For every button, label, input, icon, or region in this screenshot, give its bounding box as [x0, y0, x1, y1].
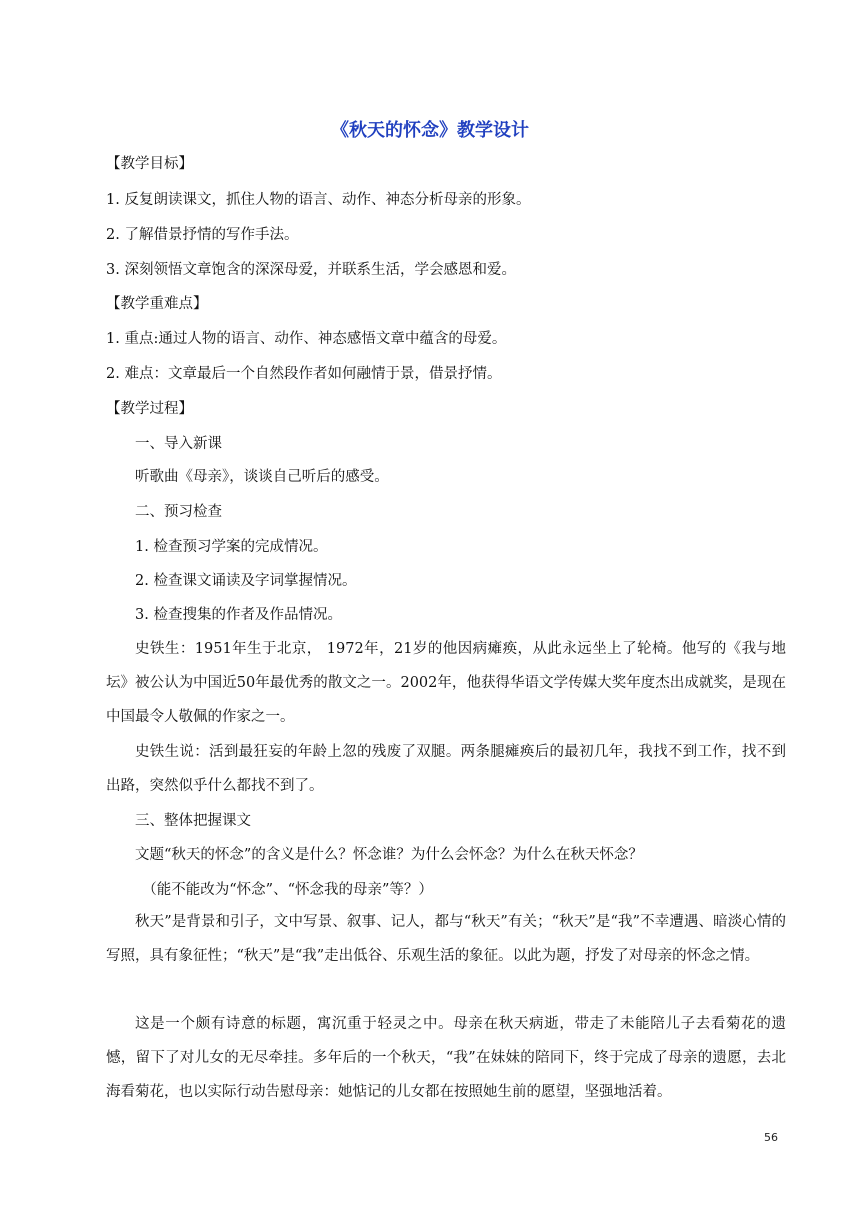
goal-item-2: 2. 了解借景抒情的写作手法。	[106, 227, 299, 243]
author-bio-text: 史铁生：1951年生于北京， 1972年，21岁的他因病瘫痪，从此永远坐上了轮椅。他写的《我与地坛》被公认为中国近50年最优秀的散文之一。2002年，他获得华语文学传媒大奖年度杰出成就奖，是现在中国最令人敬佩的作家之一。	[106, 641, 786, 725]
goal-item-3: 3. 深刻领悟文章饱含的深深母爱，并联系生活，学会感恩和爱。	[106, 262, 516, 278]
question-1: 文题“秋天的怀念”的含义是什么？怀念谁？为什么会怀念？为什么在秋天怀念？	[135, 847, 643, 863]
key-item-1: 1. 重点:通过人物的语言、动作、神态感悟文章中蕴含的母爱。	[106, 331, 507, 347]
author-bio	[106, 632, 786, 734]
goal-item-1: 1. 反复朗读课文，抓住人物的语言、动作、神态分析母亲的形象。	[106, 192, 531, 208]
step2-item-2: 2. 检查课文诵读及字词掌握情况。	[135, 573, 357, 589]
step3-heading: 三、整体把握课文	[135, 813, 251, 829]
step1-heading: 一、导入新课	[135, 436, 222, 452]
answer-1-text: 秋天”是背景和引子，文中写景、叙事、记人，都与“秋天”有关；“秋天”是“我”不幸遭遇、暗淡心情的写照，具有象征性；“秋天”是“我”走出低谷、乐观生活的象征。以此为题，抒发了对母亲的怀念之情。	[106, 914, 786, 964]
page-number: 56	[764, 1131, 778, 1144]
process-heading: 【教学过程】	[106, 401, 193, 417]
question-2: （能不能改为“怀念”、“怀念我的母亲”等？）	[142, 882, 433, 898]
step2-item-3: 3. 检查搜集的作者及作品情况。	[135, 607, 342, 623]
step1-text: 听歌曲《母亲》，谈谈自己听后的感受。	[135, 469, 389, 485]
answer-2	[106, 1007, 786, 1109]
author-quote-text: 史铁生说：活到最狂妄的年龄上忽的残废了双腿。两条腿瘫痪后的最初几年，我找不到工作，找不到出路，突然似乎什么都找不到了。	[106, 744, 786, 794]
step2-heading: 二、预习检查	[135, 504, 222, 520]
goals-heading: 【教学目标】	[106, 156, 193, 172]
document-title: 《秋天的怀念》教学设计	[331, 120, 529, 141]
key-item-2: 2. 难点：文章最后一个自然段作者如何融情于景，借景抒情。	[106, 366, 502, 382]
author-quote	[106, 735, 786, 803]
answer-2-text: 这是一个颇有诗意的标题，寓沉重于轻灵之中。母亲在秋天病逝，带走了未能陪儿子去看菊花的遗憾，留下了对儿女的无尽牵挂。多年后的一个秋天，“我”在妹妹的陪同下，终于完成了母亲的遗愿，去北海看菊花，也以实际行动告慰母亲：她惦记的儿女都在按照她生前的愿望，坚强地活着。	[106, 1016, 786, 1100]
answer-1	[106, 905, 786, 973]
key-heading: 【教学重难点】	[106, 296, 208, 312]
step2-item-1: 1. 检查预习学案的完成情况。	[135, 539, 328, 555]
